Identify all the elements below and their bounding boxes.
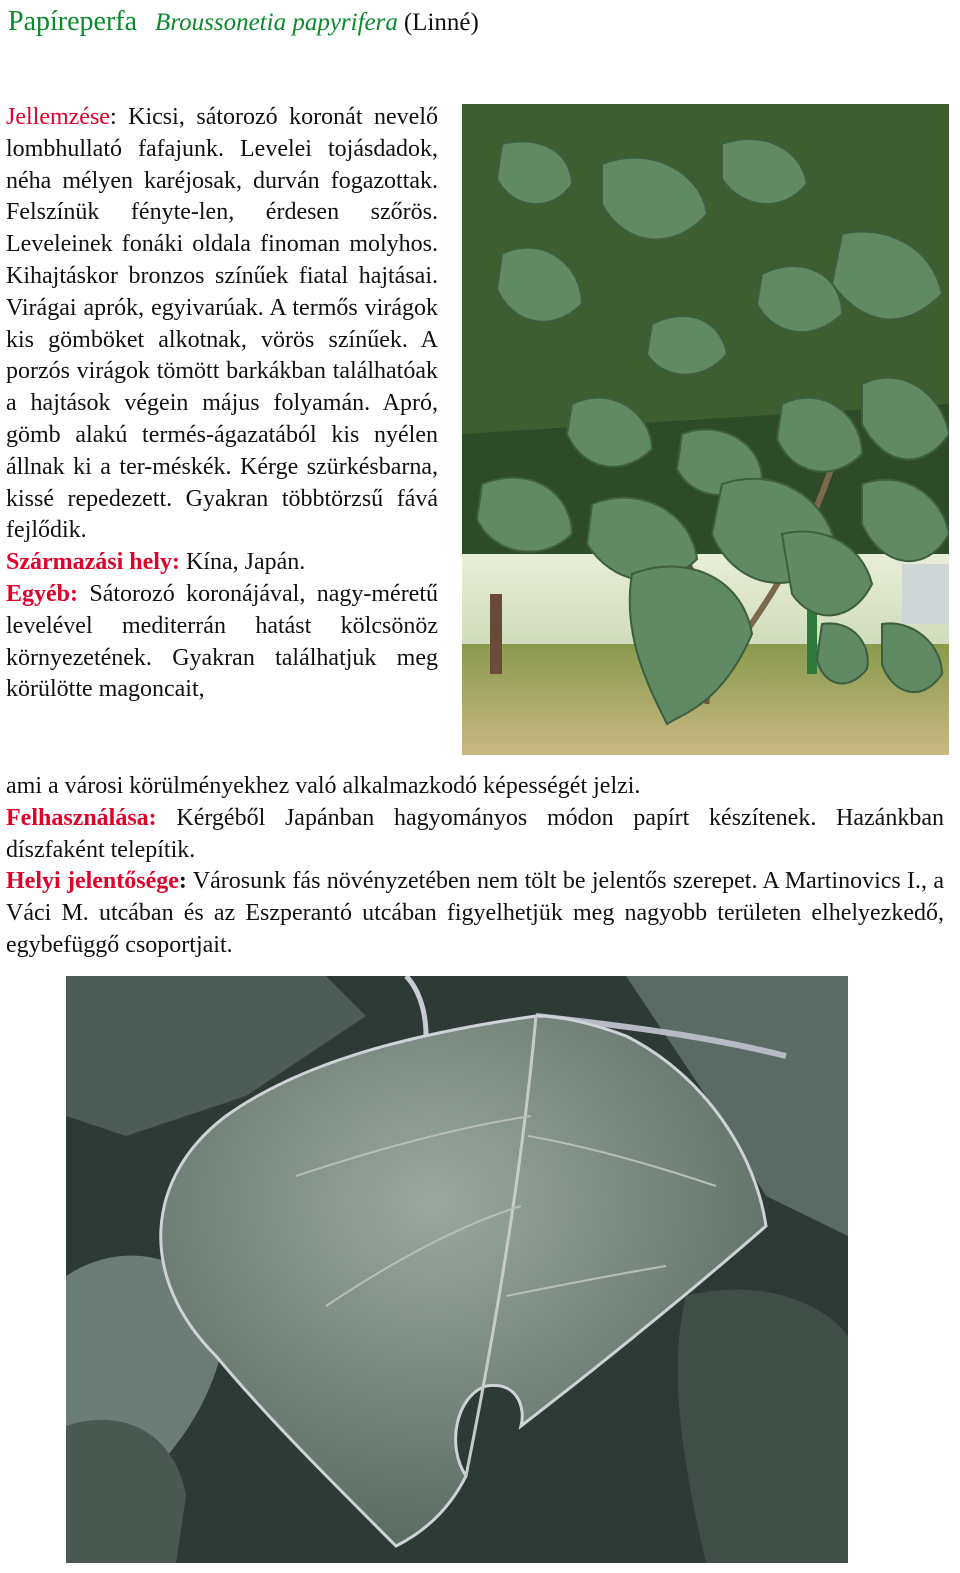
local-label: Helyi jelentősége [6,868,179,895]
usage-label: Felhasználása: [6,804,157,831]
origin-text: Kína, Japán. [179,549,306,576]
tree-photo-image [462,104,949,755]
origin-label: Származási hely: [6,549,180,576]
description-paragraph [6,102,438,547]
description-label-colon: : [109,104,117,130]
local-text: Városunk fás növényzetében nem tölt be jelentős szerepet. A Martinovics I., a Váci M. utcában és az Eszperantó utcában figyelhetjük meg nagyobb területen elhelyezkedő, egybefüggő csoportjait. [6,868,944,958]
author-name: (Linné) [403,9,479,36]
description-block [6,102,438,706]
other-text-narrow: Sátorozó koronájával, nagy-méretű levelével mediterrán hatást kölcsönöz környezetének. Gyakran találhatjuk meg körülötte magoncait, [6,580,438,703]
leaf-photo [66,976,848,1563]
usage-paragraph [6,803,944,867]
other-paragraph [6,579,438,706]
page-title [8,2,908,43]
latin-name: Broussonetia papyrifera [155,9,398,36]
other-continuation: ami a városi körülményekhez való alkalmazkodó képességét jelzi. [6,773,641,799]
common-name: Papíreperfa [8,6,138,37]
wide-text-block [6,771,944,962]
leaf-photo-image [66,976,848,1563]
origin-paragraph [6,547,438,579]
usage-text: Kérgéből Japánban hagyományos módon papírt készítenek. Hazánkban díszfaként telepítik. [6,804,944,863]
local-label-colon: : [178,868,187,895]
description-text: Kicsi, sátorozó koronát nevelő lombhullató fafajunk. Levelei tojásdadok, néha mélyen karéjosak, durván fogazottak. Felszínük fényte-len, érdesen szőrös. Leveleinek fonáki oldala finoman molyhos. Kihajtáskor bronzos színűek fiatal hajtásai. Virágai aprók, egyivarúak. A termős virágok kis gömböket alkotnak, vörös színűek. A porzós virágok tömött barkákban találhatóak a hajtások végein május folyamán. Apró, gömb alakú termés-ágazatából kis nyélen állnak ki a ter-méskék. Kérge szürkésbarna, kissé repedezett. Gyakran többtörzsű fává fejlődik. [6,104,438,544]
local-paragraph [6,866,944,961]
description-label: Jellemzése [6,104,110,130]
tree-photo [462,104,949,755]
other-label: Egyéb: [6,580,78,607]
